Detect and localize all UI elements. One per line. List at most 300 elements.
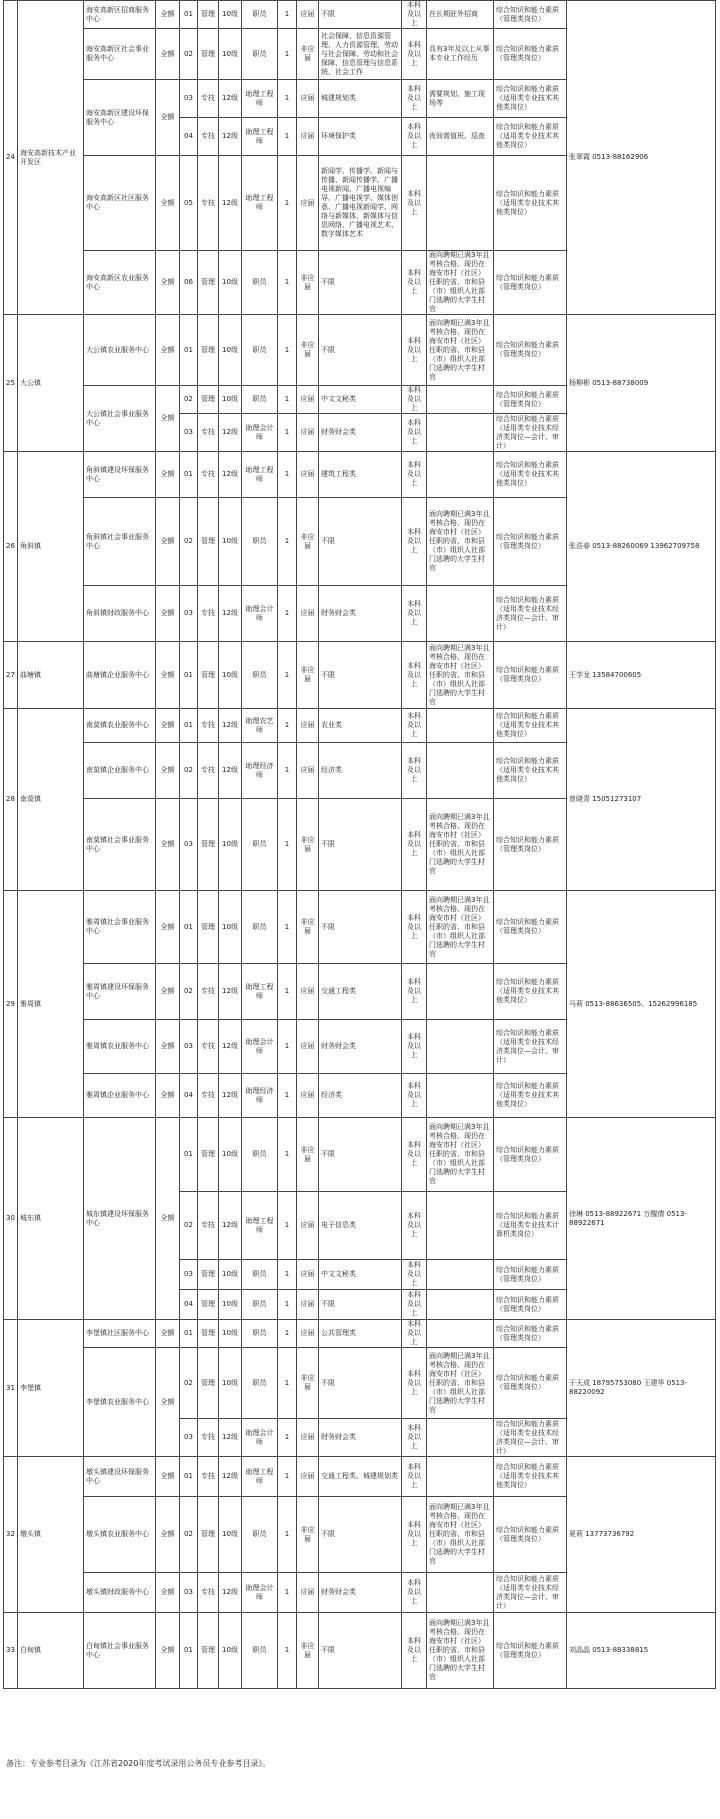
- position-code: 01: [180, 1118, 198, 1192]
- applicant-source: 应届: [297, 1290, 319, 1320]
- unit-name: 南莫镇企业服务中心: [84, 743, 156, 799]
- position-code: 03: [180, 1573, 198, 1613]
- position-title: 职员: [242, 1260, 278, 1290]
- position-code: 02: [180, 1497, 198, 1573]
- position-grade: 10级: [219, 251, 242, 315]
- other-requirement: 面向聘期已满3年且考核合格、现仍在海安市村（社区）任职的省、市和县（市）组织人社部门选聘的大学生村官: [427, 642, 494, 709]
- hire-count: 1: [278, 586, 297, 642]
- position-type: 专技: [198, 414, 219, 452]
- position-grade: 10级: [219, 315, 242, 386]
- applicant-source: 非应届: [297, 315, 319, 386]
- education-requirement: 本科及以上: [402, 1260, 427, 1290]
- applicant-source: 应届: [297, 1419, 319, 1457]
- position-grade: 10级: [219, 1118, 242, 1192]
- hire-count: 1: [278, 1348, 297, 1419]
- education-requirement: 本科及以上: [402, 1613, 427, 1689]
- exam-subject: 综合知识和能力素质（适用类专业技术经济类岗位—会计、审计）: [494, 586, 567, 642]
- position-grade: 10级: [219, 386, 242, 414]
- position-code: 01: [180, 709, 198, 743]
- position-code: 06: [180, 251, 198, 315]
- position-code: 01: [180, 1320, 198, 1348]
- major-requirement: 新闻学、传播学、新闻与传播、新闻传播学、广播电视新闻、广播电视编导、广播电视学、媒体创意、广播电视新闻学、网络与新媒体、新媒体与信息网络、广播电视艺术、数字媒体艺术: [319, 156, 402, 251]
- major-requirement: 农业类: [319, 709, 402, 743]
- education-requirement: 本科及以上: [402, 1118, 427, 1192]
- position-code: 03: [180, 586, 198, 642]
- position-title: 职员: [242, 498, 278, 586]
- other-requirement: 面向聘期已满3年且考核合格、现仍在海安市村（社区）任职的省、市和县（市）组织人社部门选聘的大学生村官: [427, 315, 494, 386]
- position-type: 专技: [198, 1192, 219, 1260]
- education-requirement: 本科及以上: [402, 498, 427, 586]
- position-code: 03: [180, 414, 198, 452]
- other-requirement: [427, 709, 494, 743]
- unit-name: 南莫镇农业服务中心: [84, 709, 156, 743]
- other-requirement: 面向聘期已满3年且考核合格、现仍在海安市村（社区）任职的省、市和县（市）组织人社部门选聘的大学生村官: [427, 1348, 494, 1419]
- contact-info: 夏莉 13773736792: [567, 1457, 716, 1613]
- major-requirement: 不限: [319, 1497, 402, 1573]
- group-number: 25: [4, 315, 18, 452]
- hire-count: 1: [278, 709, 297, 743]
- position-type: 专技: [198, 452, 219, 498]
- exam-subject: 综合知识和能力素质（管理类岗位）: [494, 1118, 567, 1192]
- contact-info: 王学龙 13584700605: [567, 642, 716, 709]
- exam-subject: 综合知识和能力素质（管理类岗位）: [494, 642, 567, 709]
- table-row: [4, 891, 716, 964]
- unit-name: 李堡镇农业服务中心: [84, 1348, 156, 1457]
- position-code: 01: [180, 1457, 198, 1497]
- education-requirement: 本科及以上: [402, 799, 427, 891]
- major-requirement: 财务财会类: [319, 586, 402, 642]
- exam-subject: 综合知识和能力素质（适用类专业技术其他类岗位）: [494, 709, 567, 743]
- position-type: 专技: [198, 156, 219, 251]
- position-code: 02: [180, 743, 198, 799]
- major-requirement: 交通工程类、城建规划类: [319, 1457, 402, 1497]
- other-requirement: 面向聘期已满3年且考核合格、现仍在海安市村（社区）任职的省、市和县（市）组织人社部门选聘的大学生村官: [427, 1497, 494, 1573]
- hire-count: 1: [278, 1457, 297, 1497]
- district-name: 李堡镇: [18, 1320, 84, 1457]
- funding-type: 全额: [156, 1320, 180, 1348]
- position-code: 01: [180, 315, 198, 386]
- other-requirement: [427, 1290, 494, 1320]
- exam-subject: 综合知识和能力素质（适用类专业技术其他类岗位）: [494, 743, 567, 799]
- exam-subject: 综合知识和能力素质（适用类专业技术其他类岗位）: [494, 1074, 567, 1118]
- table-row: [4, 1613, 716, 1689]
- position-title: 助理会计师: [242, 586, 278, 642]
- other-requirement: [427, 452, 494, 498]
- exam-subject: 综合知识和能力素质（管理类岗位）: [494, 315, 567, 386]
- hire-count: 1: [278, 1290, 297, 1320]
- exam-subject: 综合知识和能力素质（管理类岗位）: [494, 498, 567, 586]
- position-grade: 12级: [219, 414, 242, 452]
- position-title: 助理工程师: [242, 1192, 278, 1260]
- position-grade: 10级: [219, 1613, 242, 1689]
- contact-info: 张翠霞 0513-88162906: [567, 1, 716, 315]
- funding-type: 全额: [156, 743, 180, 799]
- position-title: 职员: [242, 1118, 278, 1192]
- other-requirement: [427, 386, 494, 414]
- unit-name: 大公镇社会事业服务中心: [84, 386, 156, 452]
- education-requirement: 本科及以上: [402, 1020, 427, 1074]
- major-requirement: 城建规划类: [319, 80, 402, 118]
- position-grade: 12级: [219, 964, 242, 1020]
- position-code: 04: [180, 1074, 198, 1118]
- other-requirement: 面向聘期已满3年且考核合格、现仍在海安市村（社区）任职的省、市和县（市）组织人社部门选聘的大学生村官: [427, 891, 494, 964]
- exam-subject: 综合知识和能力素质（适用类专业技术其他类岗位）: [494, 964, 567, 1020]
- hire-count: 1: [278, 118, 297, 156]
- major-requirement: 社会保障、信息资源管理、人力资源管理、劳动与社会保障、劳动和社会保障、信息管理与信息系统、社会工作: [319, 29, 402, 80]
- funding-type: 全额: [156, 1573, 180, 1613]
- hire-count: 1: [278, 964, 297, 1020]
- position-code: 01: [180, 1, 198, 29]
- unit-name: 白甸镇社会事业服务中心: [84, 1613, 156, 1689]
- exam-subject: 综合知识和能力素质（适用类专业技术经济类岗位—会计、审计）: [494, 1020, 567, 1074]
- table-row: [4, 1, 716, 29]
- education-requirement: 本科及以上: [402, 1573, 427, 1613]
- table-row: [4, 1118, 716, 1192]
- unit-name: 南莫镇社会事业服务中心: [84, 799, 156, 891]
- exam-subject: 综合知识和能力素质（管理类岗位）: [494, 251, 567, 315]
- position-title: 职员: [242, 1497, 278, 1573]
- table-row: [4, 642, 716, 709]
- applicant-source: 应届: [297, 156, 319, 251]
- contact-info: 马莉 0513-88636505、15262996185: [567, 891, 716, 1118]
- applicant-source: 应届: [297, 414, 319, 452]
- district-name: 城东镇: [18, 1118, 84, 1320]
- position-code: 03: [180, 1020, 198, 1074]
- position-type: 管理: [198, 251, 219, 315]
- applicant-source: 应届: [297, 586, 319, 642]
- exam-subject: 综合知识和能力素质（适用类专业技术经济类岗位—会计、审计）: [494, 1573, 567, 1613]
- hire-count: 1: [278, 1573, 297, 1613]
- hire-count: 1: [278, 1260, 297, 1290]
- hire-count: 1: [278, 1020, 297, 1074]
- position-type: 专技: [198, 1419, 219, 1457]
- exam-subject: 综合知识和能力素质（管理类岗位）: [494, 1613, 567, 1689]
- position-title: 职员: [242, 891, 278, 964]
- applicant-source: 应届: [297, 452, 319, 498]
- major-requirement: 电子信息类: [319, 1192, 402, 1260]
- unit-name: 海安高新区社会事业服务中心: [84, 29, 156, 80]
- education-requirement: 本科及以上: [402, 1348, 427, 1419]
- district-name: 大公镇: [18, 315, 84, 452]
- position-type: 管理: [198, 1290, 219, 1320]
- applicant-source: 应届: [297, 709, 319, 743]
- hire-count: 1: [278, 642, 297, 709]
- other-requirement: 需要规划、施工现场等: [427, 80, 494, 118]
- position-grade: 10级: [219, 1348, 242, 1419]
- hire-count: 1: [278, 414, 297, 452]
- applicant-source: 应届: [297, 1457, 319, 1497]
- major-requirement: 不限: [319, 642, 402, 709]
- position-code: 02: [180, 1348, 198, 1419]
- funding-type: 全额: [156, 386, 180, 452]
- contact-info: 杨柳彬 0513-88738009: [567, 315, 716, 452]
- applicant-source: 非应届: [297, 799, 319, 891]
- position-title: 职员: [242, 251, 278, 315]
- contact-info: 张浩春 0513-88260069 13962709758: [567, 452, 716, 642]
- applicant-source: 应届: [297, 1573, 319, 1613]
- education-requirement: 本科及以上: [402, 118, 427, 156]
- applicant-source: 非应届: [297, 1118, 319, 1192]
- applicant-source: 应届: [297, 1020, 319, 1074]
- position-title: 职员: [242, 386, 278, 414]
- footnote: 备注：专业参考目录为《江苏省2020年度考试录用公务员专业参考目录》。: [6, 1759, 271, 1768]
- exam-subject: 综合知识和能力素质（适用类专业技术其他类岗位）: [494, 118, 567, 156]
- hire-count: 1: [278, 1497, 297, 1573]
- major-requirement: 中文文秘类: [319, 1260, 402, 1290]
- applicant-source: 应届: [297, 118, 319, 156]
- funding-type: 全额: [156, 452, 180, 498]
- other-requirement: 面向聘期已满3年且考核合格、现仍在海安市村（社区）任职的省、市和县（市）组织人社部门选聘的大学生村官: [427, 1613, 494, 1689]
- unit-name: 雅周镇建设环保服务中心: [84, 964, 156, 1020]
- major-requirement: 不限: [319, 799, 402, 891]
- applicant-source: 非应届: [297, 29, 319, 80]
- position-title: 助理经济师: [242, 743, 278, 799]
- unit-name: 雅周镇企业服务中心: [84, 1074, 156, 1118]
- hire-count: 1: [278, 1, 297, 29]
- applicant-source: 非应届: [297, 1613, 319, 1689]
- hire-count: 1: [278, 799, 297, 891]
- other-requirement: 面向聘期已满3年且考核合格、现仍在海安市村（社区）任职的省、市和县（市）组织人社部门选聘的大学生村官: [427, 498, 494, 586]
- table-row: [4, 452, 716, 498]
- position-code: 03: [180, 799, 198, 891]
- other-requirement: [427, 1457, 494, 1497]
- applicant-source: 非应届: [297, 642, 319, 709]
- applicant-source: 应届: [297, 386, 319, 414]
- education-requirement: 本科及以上: [402, 386, 427, 414]
- group-number: 32: [4, 1457, 18, 1613]
- position-type: 专技: [198, 743, 219, 799]
- position-title: 助理工程师: [242, 80, 278, 118]
- education-requirement: 本科及以上: [402, 1497, 427, 1573]
- education-requirement: 本科及以上: [402, 1290, 427, 1320]
- major-requirement: 不限: [319, 1290, 402, 1320]
- position-type: 专技: [198, 118, 219, 156]
- hire-count: 1: [278, 1419, 297, 1457]
- position-type: 管理: [198, 29, 219, 80]
- major-requirement: 不限: [319, 891, 402, 964]
- funding-type: 全额: [156, 498, 180, 586]
- education-requirement: 本科及以上: [402, 251, 427, 315]
- position-type: 专技: [198, 1020, 219, 1074]
- position-grade: 10级: [219, 1320, 242, 1348]
- position-grade: 12级: [219, 1573, 242, 1613]
- unit-name: 大公镇农业服务中心: [84, 315, 156, 386]
- position-type: 专技: [198, 1457, 219, 1497]
- other-requirement: [427, 414, 494, 452]
- position-grade: 12级: [219, 1074, 242, 1118]
- exam-subject: 综合知识和能力素质（适用类专业技术其他类岗位）: [494, 1457, 567, 1497]
- applicant-source: 非应届: [297, 1348, 319, 1419]
- funding-type: 全额: [156, 251, 180, 315]
- position-type: 管理: [198, 1, 219, 29]
- position-title: 职员: [242, 315, 278, 386]
- other-requirement: [427, 586, 494, 642]
- major-requirement: 不限: [319, 251, 402, 315]
- applicant-source: 非应届: [297, 498, 319, 586]
- position-code: 03: [180, 1419, 198, 1457]
- position-grade: 12级: [219, 1020, 242, 1074]
- major-requirement: 经济类: [319, 743, 402, 799]
- exam-subject: 综合知识和能力素质（管理类岗位）: [494, 1, 567, 29]
- funding-type: 全额: [156, 315, 180, 386]
- education-requirement: 本科及以上: [402, 156, 427, 251]
- position-title: 职员: [242, 642, 278, 709]
- position-type: 管理: [198, 1320, 219, 1348]
- position-code: 01: [180, 452, 198, 498]
- position-grade: 10级: [219, 1497, 242, 1573]
- exam-subject: 综合知识和能力素质（适用类专业技术其他类岗位）: [494, 80, 567, 118]
- unit-name: 海安高新区招商服务中心: [84, 1, 156, 29]
- position-grade: 10级: [219, 642, 242, 709]
- other-requirement: [427, 964, 494, 1020]
- position-code: 02: [180, 498, 198, 586]
- applicant-source: 应届: [297, 80, 319, 118]
- applicant-source: 非应届: [297, 1497, 319, 1573]
- position-grade: 12级: [219, 709, 242, 743]
- position-type: 管理: [198, 386, 219, 414]
- contact-info: 徐琳 0513-88922671 万醒倩 0513-88922671: [567, 1118, 716, 1320]
- position-type: 管理: [198, 891, 219, 964]
- district-name: 海安高新技术产业开发区: [18, 1, 84, 315]
- major-requirement: 财务财会类: [319, 1419, 402, 1457]
- other-requirement: 夜间需值班、巡查: [427, 118, 494, 156]
- funding-type: 全额: [156, 1118, 180, 1320]
- funding-type: 全额: [156, 586, 180, 642]
- position-title: 职员: [242, 1613, 278, 1689]
- hire-count: 1: [278, 1613, 297, 1689]
- position-type: 管理: [198, 799, 219, 891]
- position-type: 专技: [198, 964, 219, 1020]
- position-code: 05: [180, 156, 198, 251]
- unit-name: 雅周镇社会事业服务中心: [84, 891, 156, 964]
- position-type: 管理: [198, 1613, 219, 1689]
- position-grade: 10级: [219, 498, 242, 586]
- position-code: 03: [180, 1260, 198, 1290]
- major-requirement: 不限: [319, 498, 402, 586]
- table-row: [4, 1457, 716, 1497]
- hire-count: 1: [278, 315, 297, 386]
- applicant-source: 应届: [297, 1260, 319, 1290]
- education-requirement: 本科及以上: [402, 1457, 427, 1497]
- unit-name: 雅周镇农业服务中心: [84, 1020, 156, 1074]
- position-title: 助理工程师: [242, 1457, 278, 1497]
- position-grade: 12级: [219, 1419, 242, 1457]
- position-grade: 12级: [219, 743, 242, 799]
- position-title: 职员: [242, 1320, 278, 1348]
- major-requirement: 交通工程类: [319, 964, 402, 1020]
- hire-count: 1: [278, 452, 297, 498]
- recruitment-table: [3, 0, 716, 1689]
- position-grade: 12级: [219, 156, 242, 251]
- exam-subject: 综合知识和能力素质（管理类岗位）: [494, 1348, 567, 1419]
- position-code: 01: [180, 642, 198, 709]
- applicant-source: 应届: [297, 964, 319, 1020]
- education-requirement: 本科及以上: [402, 642, 427, 709]
- exam-subject: 综合知识和能力素质（适用类专业技术经济类岗位—会计、审计）: [494, 1419, 567, 1457]
- funding-type: 全额: [156, 1, 180, 29]
- unit-name: 角斜镇社会事业服务中心: [84, 498, 156, 586]
- position-type: 管理: [198, 1260, 219, 1290]
- funding-type: 全额: [156, 891, 180, 964]
- table-row: [4, 315, 716, 386]
- other-requirement: [427, 1074, 494, 1118]
- applicant-source: 非应届: [297, 891, 319, 964]
- position-type: 专技: [198, 80, 219, 118]
- group-number: 28: [4, 709, 18, 891]
- funding-type: 全额: [156, 29, 180, 80]
- other-requirement: 面向聘期已满3年且考核合格、现仍在海安市村（社区）任职的省、市和县（市）组织人社部门选聘的大学生村官: [427, 799, 494, 891]
- group-number: 30: [4, 1118, 18, 1320]
- district-name: 角斜镇: [18, 452, 84, 642]
- hire-count: 1: [278, 1320, 297, 1348]
- position-grade: 12级: [219, 1192, 242, 1260]
- exam-subject: 综合知识和能力素质（适用类专业技术经济类岗位—会计、审计）: [494, 414, 567, 452]
- education-requirement: 本科及以上: [402, 414, 427, 452]
- other-requirement: [427, 1260, 494, 1290]
- other-requirement: [427, 1020, 494, 1074]
- table-row: [4, 709, 716, 743]
- major-requirement: 财务财会类: [319, 1573, 402, 1613]
- position-code: 02: [180, 386, 198, 414]
- group-number: 24: [4, 1, 18, 315]
- district-name: 南莫镇: [18, 709, 84, 891]
- major-requirement: 财务财会类: [319, 414, 402, 452]
- position-grade: 10级: [219, 891, 242, 964]
- funding-type: 全额: [156, 642, 180, 709]
- position-title: 助理工程师: [242, 156, 278, 251]
- funding-type: 全额: [156, 799, 180, 891]
- unit-name: 曲塘镇企业服务中心: [84, 642, 156, 709]
- position-grade: 12级: [219, 118, 242, 156]
- position-type: 专技: [198, 586, 219, 642]
- education-requirement: 本科及以上: [402, 964, 427, 1020]
- funding-type: 全额: [156, 80, 180, 156]
- hire-count: 1: [278, 386, 297, 414]
- other-requirement: [427, 743, 494, 799]
- education-requirement: 本科及以上: [402, 743, 427, 799]
- education-requirement: 本科及以上: [402, 29, 427, 80]
- education-requirement: 本科及以上: [402, 1192, 427, 1260]
- major-requirement: 不限: [319, 315, 402, 386]
- position-title: 助理工程师: [242, 452, 278, 498]
- position-grade: 12级: [219, 586, 242, 642]
- major-requirement: 不限: [319, 1348, 402, 1419]
- position-type: 专技: [198, 1074, 219, 1118]
- major-requirement: 不限: [319, 1, 402, 29]
- unit-name: 角斜镇建设环保服务中心: [84, 452, 156, 498]
- applicant-source: 应届: [297, 1192, 319, 1260]
- position-type: 专技: [198, 709, 219, 743]
- district-name: 墩头镇: [18, 1457, 84, 1613]
- group-number: 27: [4, 642, 18, 709]
- position-title: 助理经济师: [242, 1074, 278, 1118]
- exam-subject: 综合知识和能力素质（管理类岗位）: [494, 891, 567, 964]
- position-title: 职员: [242, 1, 278, 29]
- exam-subject: 综合知识和能力素质（适用类专业技术计算机类岗位）: [494, 1192, 567, 1260]
- other-requirement: [427, 156, 494, 251]
- position-title: 助理会计师: [242, 1419, 278, 1457]
- funding-type: 全额: [156, 1497, 180, 1573]
- contact-info: 曾晓青 15051273107: [567, 709, 716, 891]
- position-title: 助理会计师: [242, 1020, 278, 1074]
- other-requirement: 在长期驻外招商: [427, 1, 494, 29]
- funding-type: 全额: [156, 1613, 180, 1689]
- education-requirement: 本科及以上: [402, 586, 427, 642]
- position-type: 管理: [198, 1497, 219, 1573]
- education-requirement: 本科及以上: [402, 709, 427, 743]
- major-requirement: 经济类: [319, 1074, 402, 1118]
- position-title: 职员: [242, 1348, 278, 1419]
